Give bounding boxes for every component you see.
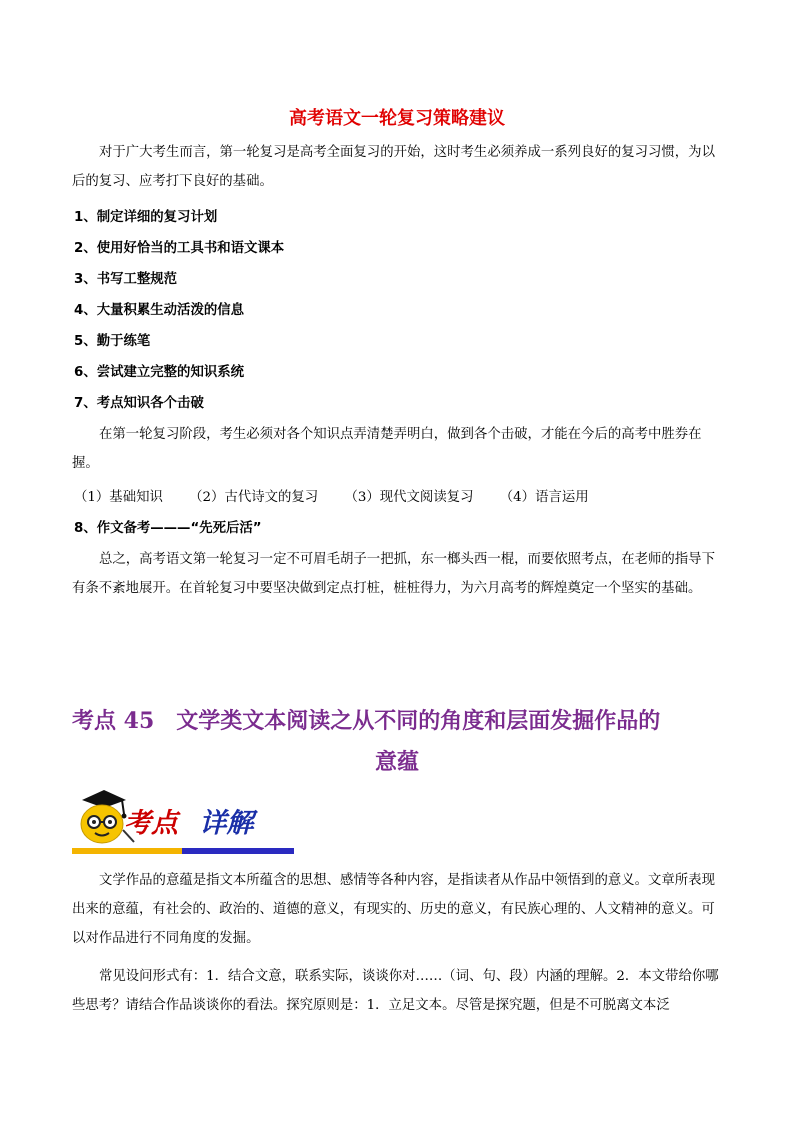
list-item: 5、勤于练笔 bbox=[74, 334, 151, 349]
list-item: 1、制定详细的复习计划 bbox=[74, 210, 218, 225]
list-item: 3、书写工整规范 bbox=[74, 272, 178, 287]
sub-item: （2）古代诗文的复习 bbox=[189, 490, 319, 505]
body-paragraph-1: 文学作品的意蕴是指文本所蕴含的思想、感情等各种内容，是指读者从作品中领悟到的意义。文章所表现出来的意蕴，有社会的、政治的、道德的意义，有现实的、历史的意义，有民族心理的、人文精神的意义。可以对作品进行不同角度的发掘。 bbox=[72, 873, 715, 946]
banner-underline-blue bbox=[182, 848, 294, 854]
banner-part1: 考点 bbox=[124, 808, 178, 839]
section-title-line1: 考点 45 文学类文本阅读之从不同的角度和层面发掘作品的 bbox=[72, 708, 661, 734]
sub-items-row bbox=[74, 486, 611, 505]
list-item: 6、尝试建立完整的知识系统 bbox=[74, 365, 245, 380]
body-paragraph-2: 常见设问形式有：1．结合文意，联系实际，谈谈你对……（词、句、段）内涵的理解。2．本文带给你哪些思考？请结合作品谈谈你的看法。探究原则是：1．立足文本。尽管是探究题，但是不可脱离文本泛 bbox=[72, 969, 719, 1013]
list-item: 8、作文备考———“先死后活” bbox=[74, 521, 262, 536]
list-item: 7、考点知识各个击破 bbox=[74, 396, 204, 411]
intro-paragraph: 对于广大考生而言，第一轮复习是高考全面复习的开始，这时考生必须养成一系列良好的复习习惯，为以后的复习、应考打下良好的基础。 bbox=[72, 145, 715, 189]
sub-item: （3）现代文阅读复习 bbox=[344, 490, 474, 505]
item7-paragraph: 在第一轮复习阶段，考生必须对各个知识点弄清楚弄明白，做到各个击破，才能在今后的高考中胜券在握。 bbox=[72, 427, 702, 471]
banner-underline-yellow bbox=[72, 848, 182, 854]
sub-item: （4）语言运用 bbox=[499, 490, 589, 505]
banner-part2: 详解 bbox=[199, 808, 254, 839]
sub-item: （1）基础知识 bbox=[74, 490, 163, 505]
summary-paragraph: 总之，高考语文第一轮复习一定不可眉毛胡子一把抓，东一榔头西一棍，而要依照考点，在老师的指导下有条不紊地展开。在首轮复习中要坚决做到定点打桩，桩桩得力，为六月高考的辉煌奠定一个坚实的基础。 bbox=[72, 552, 715, 596]
banner-heading bbox=[124, 801, 253, 840]
section-title-line2: 意蕴 bbox=[374, 749, 419, 775]
doc-title: 高考语文一轮复习策略建议 bbox=[289, 108, 505, 129]
list-item: 4、大量积累生动活泼的信息 bbox=[74, 303, 245, 318]
list-item: 2、使用好恰当的工具书和语文课本 bbox=[74, 241, 285, 256]
